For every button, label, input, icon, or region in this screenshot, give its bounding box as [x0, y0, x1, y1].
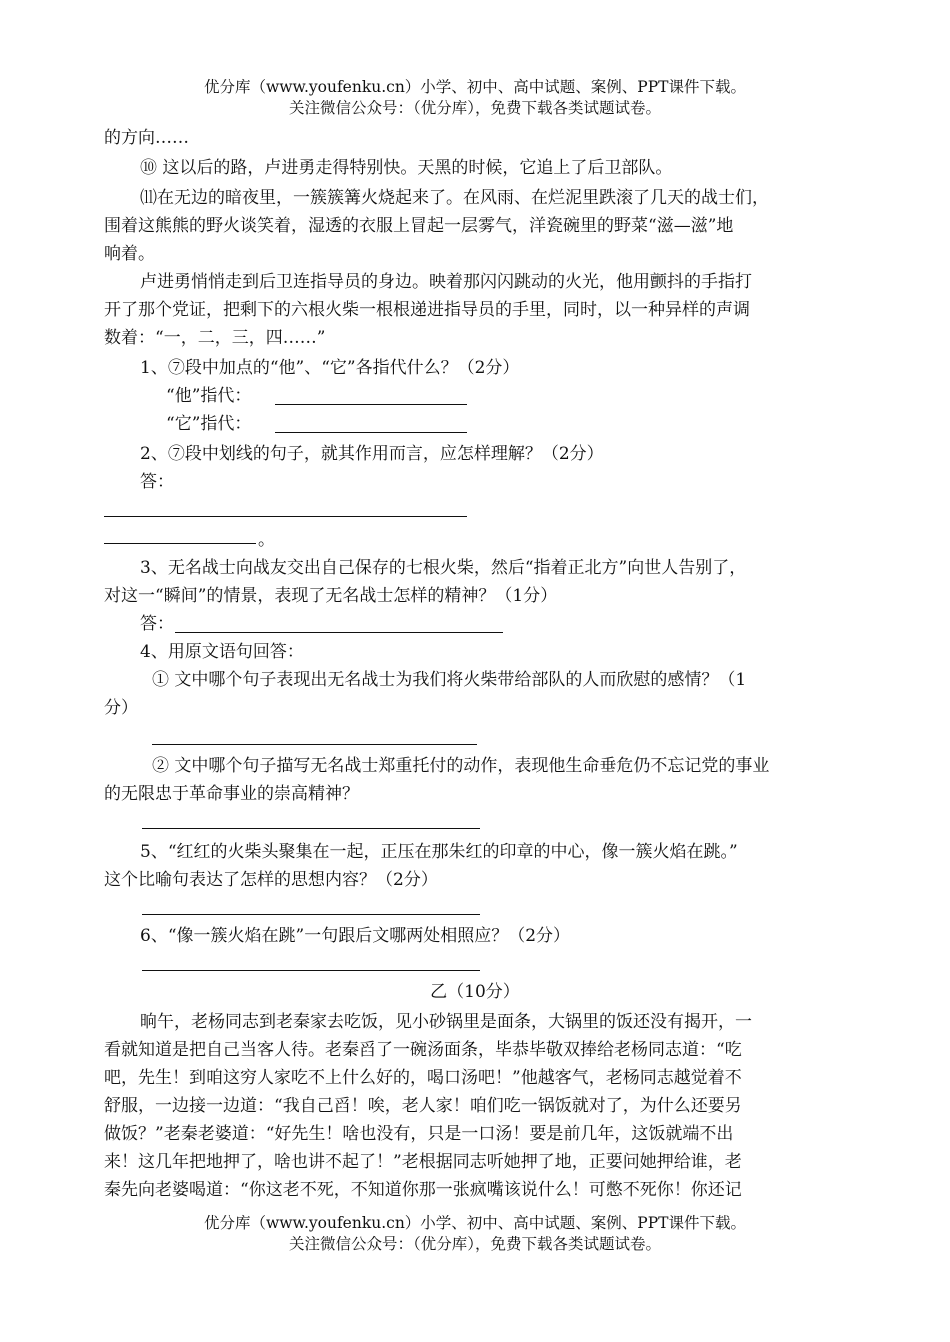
passage-line: 的方向…… — [104, 128, 189, 148]
paragraph-11-line-2: 围着这熊熊的野火谈笑着，湿透的衣服上冒起一层雾气，洋瓷碗里的野菜“滋—滋”地 — [104, 216, 734, 236]
footer-line-2: 关注微信公众号：（优分库），免费下载各类试题试卷。 — [288, 1235, 661, 1253]
question-3-answer-label: 答： — [140, 614, 174, 634]
paragraph-11-line-3: 响着。 — [104, 244, 155, 264]
paragraph-12-line-2: 开了那个党证，把剩下的六根火柴一根根递进指导员的手里，同时，以一种异样的声调 — [104, 300, 750, 320]
answer-blank-q2-line-2[interactable] — [104, 543, 256, 544]
question-2: 2、⑦段中划线的句子，就其作用而言，应怎样理解？（2分） — [140, 444, 604, 464]
question-4: 4、用原文语句回答： — [140, 642, 304, 662]
answer-blank-q2-line-1[interactable] — [104, 516, 467, 517]
page-footer — [0, 1213, 950, 1255]
section-b-line-5: 做饭？”老秦老婆道：“好先生！啥也没有，只是一口汤！要是前几年，这饭就端不出 — [104, 1124, 734, 1144]
question-6: 6、“像一簇火焰在跳”一句跟后文哪两处相照应？（2分） — [140, 926, 571, 946]
question-1-he-label: “他”指代： — [166, 386, 252, 406]
answer-blank-q4-2[interactable] — [142, 828, 480, 829]
section-b-line-7: 秦先向老婆喝道：“你这老不死，不知道你那一张疯嘴该说什么！可憋不死你！你还记 — [104, 1180, 742, 1200]
question-4-1-line-2: 分） — [104, 698, 138, 718]
question-1: 1、⑦段中加点的“他”、“它”各指代什么？（2分） — [140, 358, 520, 378]
paragraph-12-line-1: 卢进勇悄悄走到后卫连指导员的身边。映着那闪闪跳动的火光，他用颤抖的手指打 — [140, 272, 752, 292]
answer-blank-q5[interactable] — [142, 914, 480, 915]
question-4-2-line-2: 的无限忠于革命事业的崇高精神？ — [104, 784, 359, 804]
question-3-line-1: 3、无名战士向战友交出自己保存的七根火柴，然后“指着正北方”向世人告别了， — [140, 558, 747, 578]
section-b-line-3: 吧，先生！到咱这穷人家吃不上什么好的，喝口汤吧！”他越客气，老杨同志越觉着不 — [104, 1068, 742, 1088]
section-b-title: 乙（10分） — [430, 982, 520, 1002]
question-1-it-label: “它”指代： — [166, 414, 252, 434]
answer-blank-q3[interactable] — [175, 632, 503, 633]
question-2-period: 。 — [258, 530, 275, 550]
question-2-answer-label: 答： — [140, 472, 174, 492]
paragraph-11-line-1: ⑾在无边的暗夜里，一簇簇篝火烧起来了。在风雨、在烂泥里跌滚了几天的战士们， — [140, 188, 769, 208]
paragraph-10: ⑩ 这以后的路，卢进勇走得特别快。天黑的时候，它追上了后卫部队。 — [140, 158, 673, 178]
question-4-1-line-1: ① 文中哪个句子表现出无名战士为我们将火柴带给部队的人而欣慰的感情？（1 — [152, 670, 747, 690]
question-5-line-1: 5、“红红的火柴头聚集在一起，正压在那朱红的印章的中心，像一簇火焰在跳。” — [140, 842, 738, 862]
answer-blank-q4-1[interactable] — [152, 744, 477, 745]
section-b-line-1: 晌午，老杨同志到老秦家去吃饭，见小砂锅里是面条，大锅里的饭还没有揭开，一 — [140, 1012, 752, 1032]
answer-blank-q6[interactable] — [142, 970, 480, 971]
header-line-1: 优分库（www.youfenku.cn）小学、初中、高中试题、案例、PPT课件下载。 — [203, 78, 747, 96]
section-b-line-6: 来！这几年把地押了，啥也讲不起了！”老根据同志听她押了地，正要问她押给谁，老 — [104, 1152, 742, 1172]
section-b-line-2: 看就知道是把自己当客人待。老秦舀了一碗汤面条，毕恭毕敬双捧给老杨同志道：“吃 — [104, 1040, 742, 1060]
footer-line-1: 优分库（www.youfenku.cn）小学、初中、高中试题、案例、PPT课件下载。 — [203, 1214, 747, 1232]
page-header — [0, 77, 950, 119]
answer-blank-it[interactable] — [275, 432, 467, 433]
question-5-line-2: 这个比喻句表达了怎样的思想内容？（2分） — [104, 870, 438, 890]
question-3-line-2: 对这一“瞬间”的情景，表现了无名战士怎样的精神？（1分） — [104, 586, 558, 606]
header-line-2: 关注微信公众号：（优分库），免费下载各类试题试卷。 — [288, 99, 661, 117]
question-4-2-line-1: ② 文中哪个句子描写无名战士郑重托付的动作，表现他生命垂危仍不忘记党的事业 — [152, 756, 770, 776]
answer-blank-he[interactable] — [275, 404, 467, 405]
paragraph-12-line-3: 数着：“一，二，三，四……” — [104, 328, 326, 348]
section-b-line-4: 舒服，一边接一边道：“我自己舀！唉，老人家！咱们吃一锅饭就对了，为什么还要另 — [104, 1096, 742, 1116]
